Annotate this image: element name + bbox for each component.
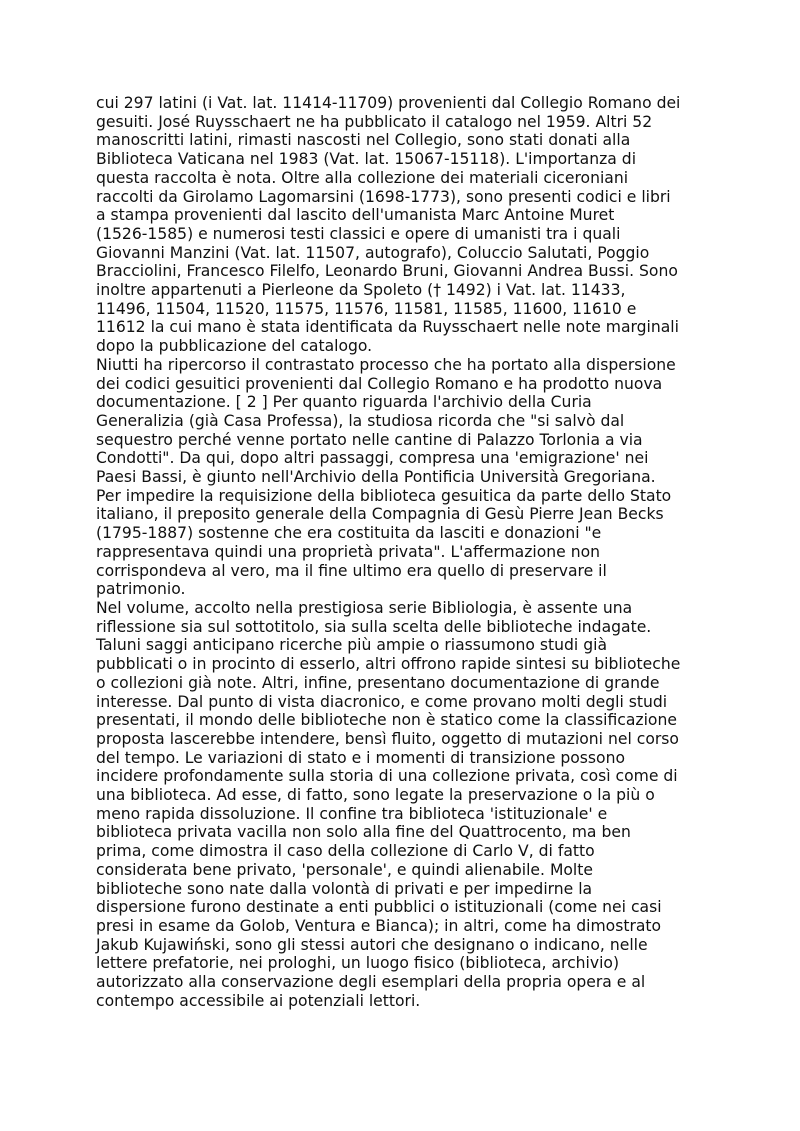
text-line: patrimonio.: [96, 580, 186, 599]
text-line: interesse. Dal punto di vista diacronico, e come provano molti degli studi: [96, 692, 668, 711]
text-line: dei codici gesuitici provenienti dal Collegio Romano e ha prodotto nuova: [96, 374, 663, 393]
text-line: dopo la pubblicazione del catalogo.: [96, 337, 373, 356]
text-line: considerata bene privato, 'personale', e quindi alienabile. Molte: [96, 860, 593, 879]
text-line: italiano, il preposito generale della Compagnia di Gesù Pierre Jean Becks: [96, 505, 664, 524]
text-line: contempo accessibile ai potenziali lettori.: [96, 991, 421, 1010]
text-line: questa raccolta è nota. Oltre alla collezione dei materiali ciceroniani: [96, 168, 629, 187]
text-line: cui 297 latini (i Vat. lat. 11414-11709) provenienti dal Collegio Romano dei: [96, 94, 681, 112]
text-line: autorizzato alla conservazione degli esemplari della propria opera e al: [96, 973, 646, 992]
text-line: manoscritti latini, rimasti nascosti nel Collegio, sono stati donati alla: [96, 131, 631, 150]
text-line: Taluni saggi anticipano ricerche più ampie o riassumono studi già: [96, 636, 607, 655]
text-line: Nel volume, accolto nella prestigiosa serie Bibliologia, è assente una: [96, 598, 633, 617]
text-line: raccolti da Girolamo Lagomarsini (1698-1773), sono presenti codici e libri: [96, 187, 671, 206]
text-line: (1795-1887) sostenne che era costituita da lasciti e donazioni "e: [96, 524, 602, 543]
text-line: sequestro perché venne portato nelle cantine di Palazzo Torlonia a via: [96, 430, 643, 449]
text-line: o collezioni già note. Altri, infine, presentano documentazione di grande: [96, 673, 660, 692]
body-text: [96, 94, 716, 1010]
text-line: lettere prefatorie, nei prologhi, un luogo fisico (biblioteca, archivio): [96, 954, 620, 973]
text-line: Bracciolini, Francesco Filelfo, Leonardo Bruni, Giovanni Andrea Bussi. Sono: [96, 262, 678, 281]
text-line: prima, come dimostra il caso della collezione di Carlo V, di fatto: [96, 842, 595, 861]
text-line: documentazione. [ 2 ] Per quanto riguarda l'archivio della Curia: [96, 393, 592, 412]
text-line: gesuiti. José Ruysschaert ne ha pubblicato il catalogo nel 1959. Altri 52: [96, 112, 653, 131]
text-line: rappresentava quindi una proprietà privata". L'affermazione non: [96, 542, 601, 561]
text-line: 11612 la cui mano è stata identificata da Ruysschaert nelle note marginali: [96, 318, 679, 337]
text-line: corrispondeva al vero, ma il fine ultimo era quello di preservare il: [96, 561, 607, 580]
text-line: biblioteche sono nate dalla volontà di privati e per impedirne la: [96, 879, 593, 898]
text-line: inoltre appartenuti a Pierleone da Spoleto († 1492) i Vat. lat. 11433,: [96, 281, 626, 300]
text-line: meno rapida dissoluzione. Il confine tra biblioteca 'istituzionale' e: [96, 804, 608, 823]
text-line: dispersione furono destinate a enti pubblici o istituzionali (come nei casi: [96, 898, 662, 917]
text-line: del tempo. Le variazioni di stato e i momenti di transizione possono: [96, 748, 626, 767]
text-line: Condotti". Da qui, dopo altri passaggi, compresa una 'emigrazione' nei: [96, 449, 649, 468]
text-line: Jakub Kujawiński, sono gli stessi autori che designano o indicano, nelle: [96, 935, 648, 954]
text-line: Per impedire la requisizione della biblioteca gesuitica da parte dello Stato: [96, 486, 672, 505]
text-line: presentati, il mondo delle biblioteche non è statico come la classificazione: [96, 711, 677, 730]
text-line: proposta lascerebbe intendere, bensì fluito, oggetto di mutazioni nel corso: [96, 729, 679, 748]
text-line: biblioteca privata vacilla non solo alla fine del Quattrocento, ma ben: [96, 823, 631, 842]
text-line: pubblicati o in procinto di esserlo, altri offrono rapide sintesi su biblioteche: [96, 655, 681, 674]
text-line: Niutti ha ripercorso il contrastato processo che ha portato alla dispersione: [96, 355, 676, 374]
text-line: Generalizia (già Casa Professa), la studiosa ricorda che "si salvò dal: [96, 411, 625, 430]
text-line: una biblioteca. Ad esse, di fatto, sono legate la preservazione o la più o: [96, 786, 655, 805]
text-line: Biblioteca Vaticana nel 1983 (Vat. lat. 15067-15118). L'importanza di: [96, 150, 637, 169]
text-line: Paesi Bassi, è giunto nell'Archivio della Pontificia Università Gregoriana.: [96, 468, 656, 487]
text-line: Giovanni Manzini (Vat. lat. 11507, autografo), Coluccio Salutati, Poggio: [96, 243, 650, 262]
text-line: 11496, 11504, 11520, 11575, 11576, 11581, 11585, 11600, 11610 e: [96, 299, 637, 318]
text-line: a stampa provenienti dal lascito dell'umanista Marc Antoine Muret: [96, 206, 615, 225]
text-line: riflessione sia sul sottotitolo, sia sulla scelta delle biblioteche indagate.: [96, 617, 652, 636]
text-line: presi in esame da Golob, Ventura e Bianca); in altri, come ha dimostrato: [96, 916, 662, 935]
text-line: incidere profondamente sulla storia di una collezione privata, così come di: [96, 767, 678, 786]
text-line: (1526-1585) e numerosi testi classici e opere di umanisti tra i quali: [96, 224, 621, 243]
